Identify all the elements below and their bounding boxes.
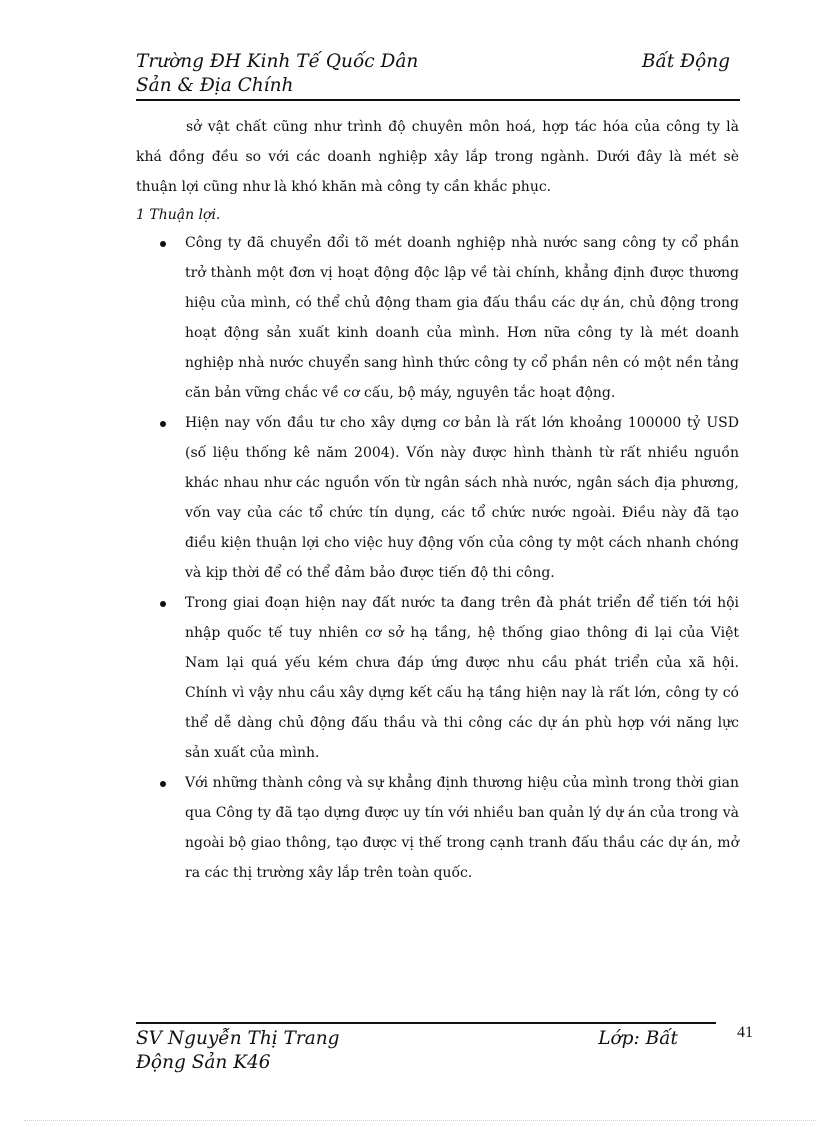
list-item-text: Hiện nay vốn đầu tư cho xây dựng cơ bản là rất lớn khoảng 100000 tỷ USD (số liệu thống kê năm 2004). Vốn này được hình thành từ rất nhiều nguồn khác nhau như các nguồn vốn từ ngân sách nhà nước, ngân sách địa phương, vốn vay của các tổ chức tín dụng, các tổ chức nước ngoài. Điều này đã tạo điều kiện thuận lợi cho việc huy động vốn của công ty một cách nhanh chóng và kịp thời để có thể đảm bảo được tiến độ thi công. — [185, 415, 739, 581]
header-school: Trường ĐH Kinh Tế Quốc Dân — [136, 51, 419, 72]
page-number: 41 — [737, 1024, 753, 1041]
page-header — [136, 50, 740, 98]
header-department-continued: Sản & Địa Chính — [136, 75, 294, 96]
list-item-text: Công ty đã chuyển đổi tõ mét doanh nghiệp nhà nước sang công ty cổ phần trở thành một đơn vị hoạt động độc lập về tài chính, khẳng định được thương hiệu của mình, có thể chủ động tham gia đấu thầu các dự án, chủ động trong hoạt động sản xuất kinh doanh của mình. Hơn nữa công ty là mét doanh nghiệp nhà nước chuyển sang hình thức công ty cổ phần nên có một nền tảng căn bản vững chắc về cơ cấu, bộ máy, nguyên tắc hoạt động. — [185, 235, 739, 401]
header-rule — [136, 99, 740, 101]
list-item — [136, 768, 739, 888]
list-item-text: Trong giai đoạn hiện nay đất nước ta đang trên đà phát triển để tiến tới hội nhập quốc tế tuy nhiên cơ sở hạ tầng, hệ thống giao thông đi lại của Việt Nam lại quá yếu kém chưa đáp ứng được nhu cầu phát triển của xã hội. Chính vì vậy nhu cầu xây dựng kết cấu hạ tầng hiện nay là rất lớn, công ty có thể dễ dàng chủ động đấu thầu và thi công các dự án phù hợp với năng lực sản xuất của mình. — [185, 595, 739, 761]
list-item-text: Với những thành công và sự khẳng định thương hiệu của mình trong thời gian qua Công ty đã tạo dựng được uy tín với nhiều ban quản lý dự án của trong và ngoài bộ giao thông, tạo được vị thế trong cạnh tranh đấu thầu các dự án, mở ra các thị trường xây lắp trên toàn quốc. — [185, 775, 739, 881]
advantages-list — [136, 228, 739, 888]
list-item — [136, 588, 739, 768]
footer-class: Lớp: Bất — [598, 1028, 678, 1049]
page-edge-divider — [24, 1120, 816, 1121]
page-body — [136, 112, 739, 888]
page-footer — [136, 1027, 696, 1075]
footer-class-continued: Động Sản K46 — [136, 1052, 271, 1073]
bullet-icon — [160, 421, 166, 427]
list-item — [136, 408, 739, 588]
footer-student: SV Nguyễn Thị Trang — [136, 1028, 340, 1049]
section-heading: 1 Thuận lợi. — [136, 207, 221, 223]
bullet-icon — [160, 241, 166, 247]
list-item — [136, 228, 739, 408]
bullet-icon — [160, 601, 166, 607]
footer-rule — [136, 1022, 716, 1024]
intro-paragraph: sở vật chất cũng như trình độ chuyên môn hoá, hợp tác hóa của công ty là khá đồng đều so với các doanh nghiệp xây lắp trong ngành. Dưới đây là mét sè thuận lợi cũng như là khó khăn mà công ty cần khắc phục. — [136, 119, 739, 195]
header-department: Bất Động — [641, 51, 730, 72]
bullet-icon — [160, 781, 166, 787]
